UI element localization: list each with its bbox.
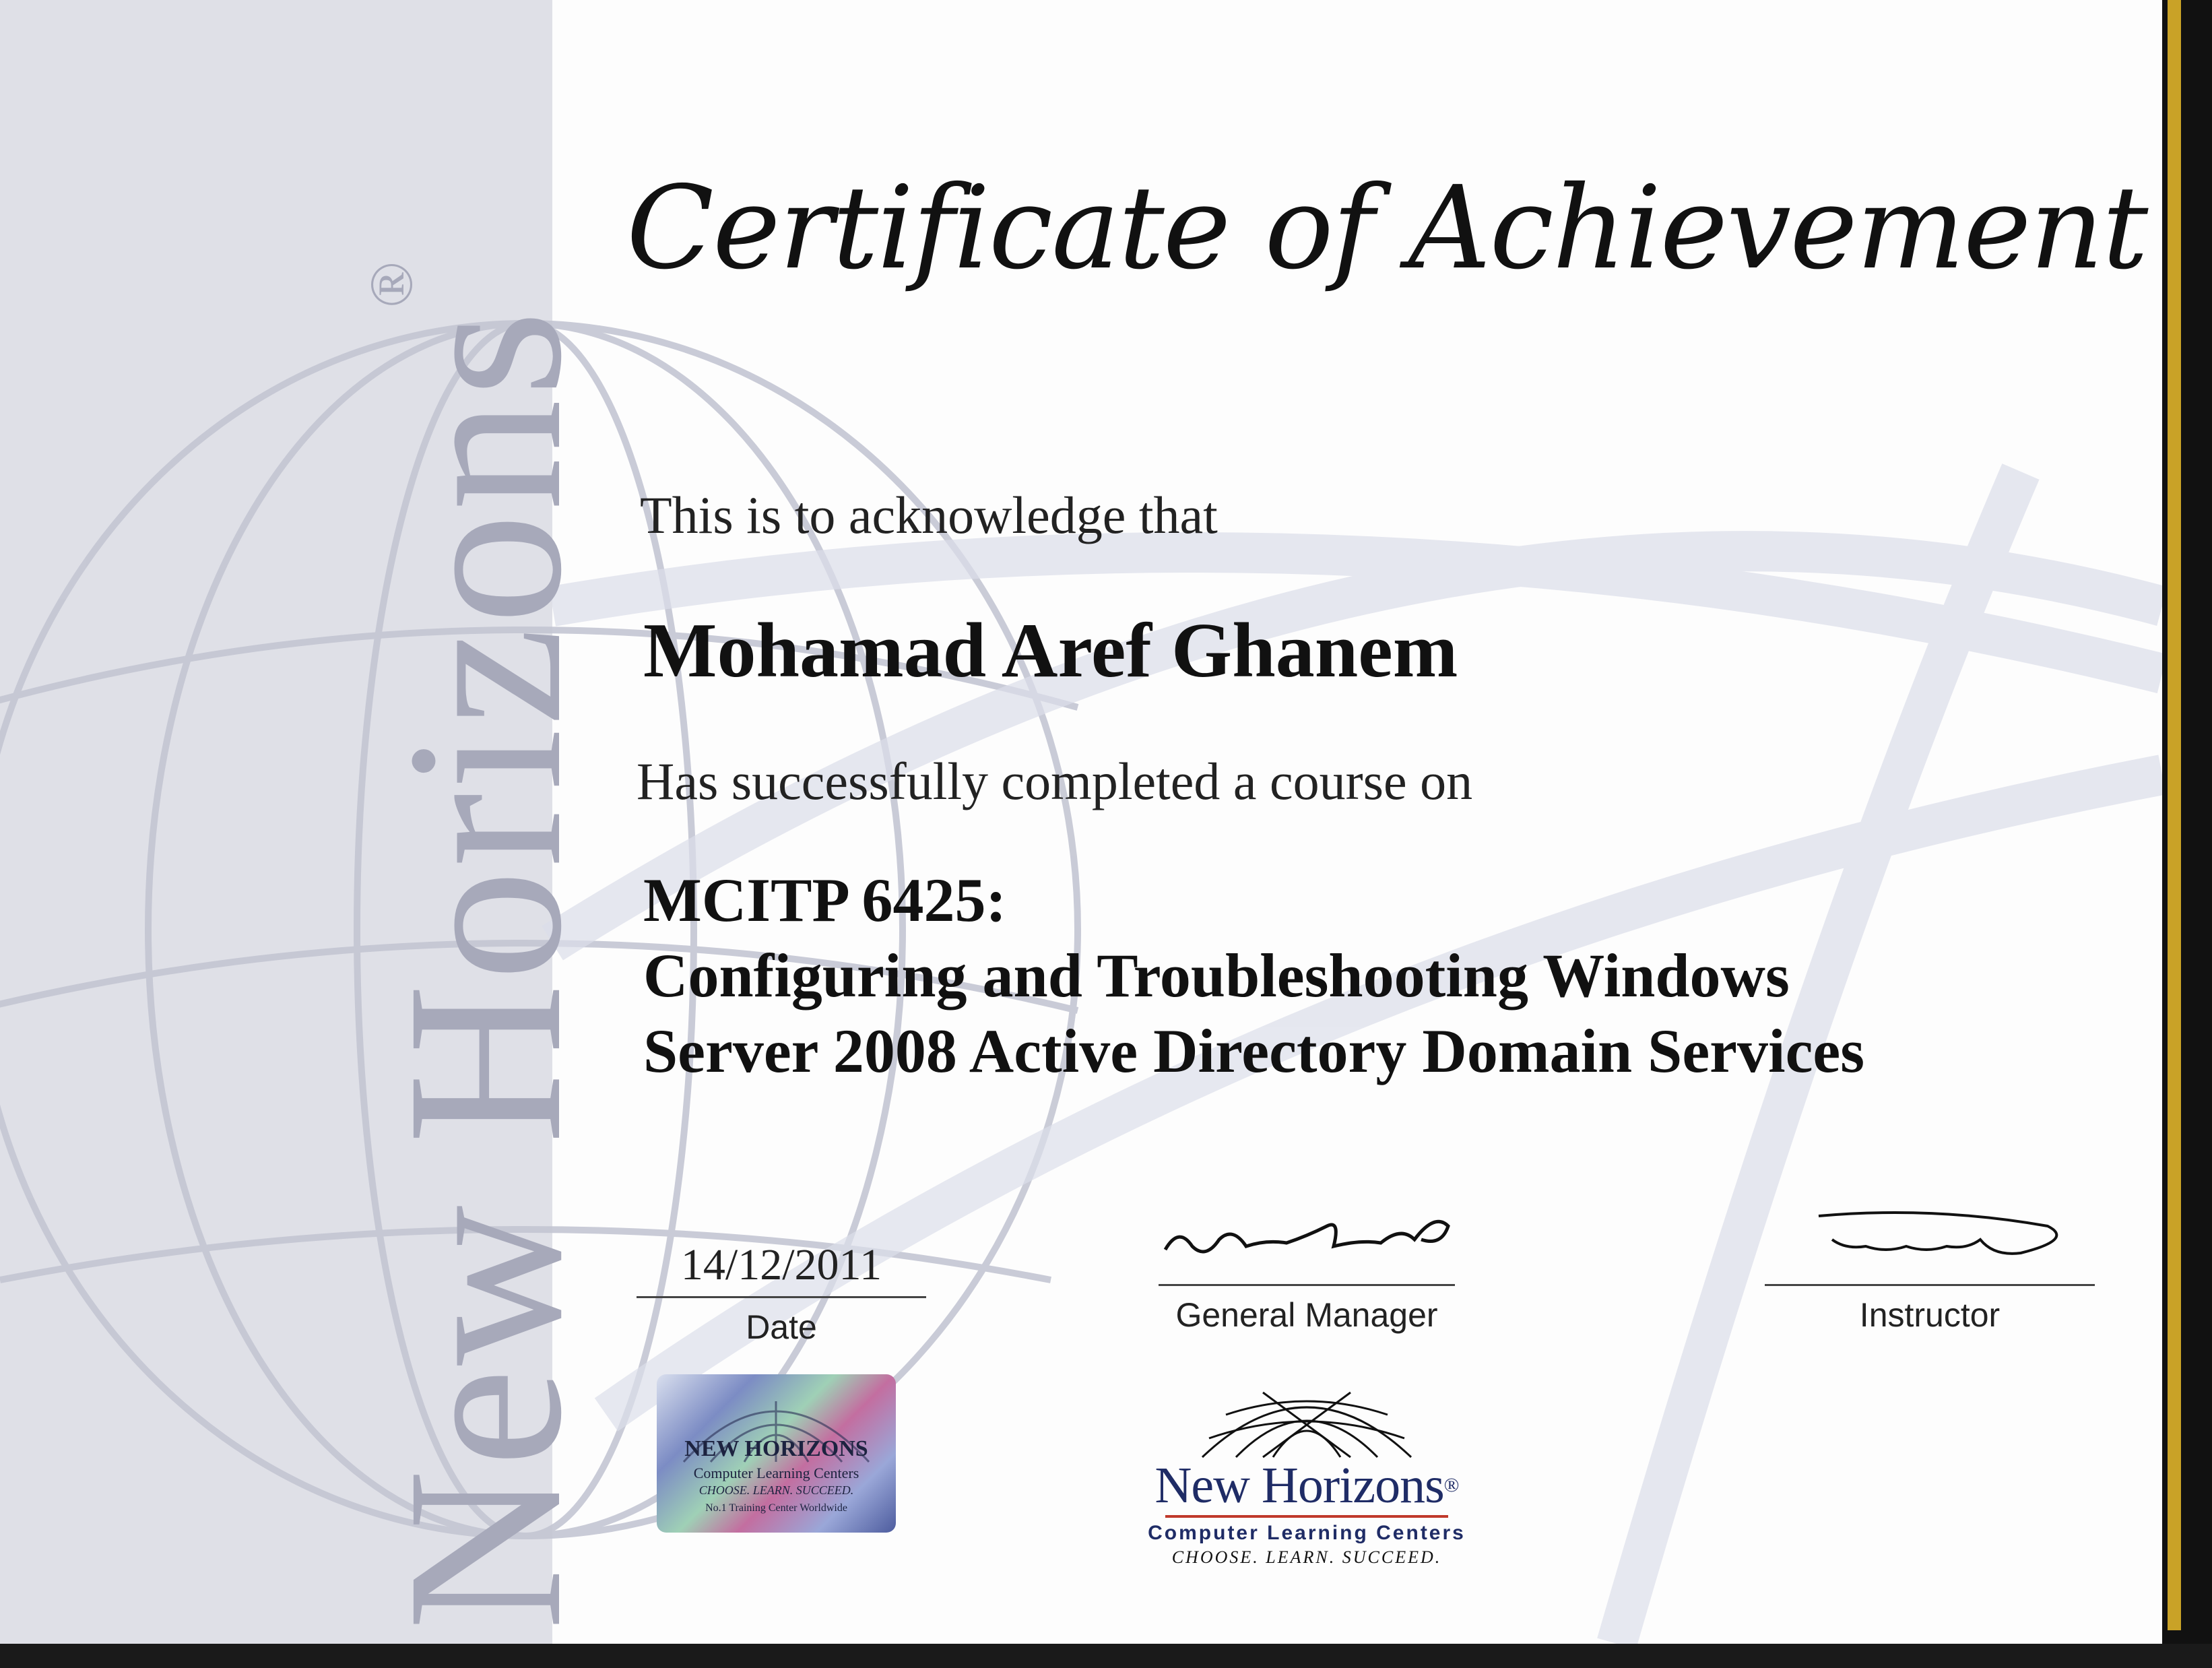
recipient-name: Mohamad Aref Ghanem <box>643 608 1458 694</box>
instructor-signature <box>1765 1199 2095 1266</box>
course-title <box>643 862 1864 1089</box>
acknowledge-text: This is to acknowledge that <box>640 486 1218 544</box>
course-code: MCITP 6425: <box>643 866 1007 934</box>
hologram-line-4: No.1 Training Center Worldwide <box>705 1502 847 1514</box>
date-label: Date <box>746 1308 817 1346</box>
course-line-2: Server 2008 Active Directory Domain Services <box>643 1017 1865 1085</box>
instructor-line <box>1765 1284 2095 1286</box>
manager-line <box>1159 1284 1455 1286</box>
hologram-line-3: CHOOSE. LEARN. SUCCEED. <box>698 1483 854 1497</box>
logo-tagline: CHOOSE. LEARN. SUCCEED. <box>1171 1547 1442 1567</box>
globe-logo-icon <box>1196 1378 1418 1458</box>
scan-edge-bottom <box>0 1644 2212 1668</box>
logo-name: New Horizons® <box>1154 1457 1459 1514</box>
hologram-line-2: Computer Learning Centers <box>693 1465 859 1481</box>
logo-subtitle: Computer Learning Centers <box>1148 1522 1466 1544</box>
date-block <box>637 1240 926 1347</box>
manager-block <box>1159 1199 1455 1335</box>
date-value: 14/12/2011 <box>680 1240 882 1289</box>
date-line <box>637 1296 926 1298</box>
manager-label: General Manager <box>1175 1296 1438 1334</box>
certificate-title: Certificate of Achievement <box>626 162 2147 295</box>
logo-divider <box>1165 1515 1448 1518</box>
instructor-label: Instructor <box>1859 1296 2000 1334</box>
course-line-1: Configuring and Troubleshooting Windows <box>643 941 1790 1010</box>
frame-edge-gold <box>2168 0 2181 1630</box>
manager-signature <box>1159 1199 1455 1266</box>
vertical-wordmark: New Horizons® <box>358 259 608 1630</box>
hologram-line-1: NEW HORIZONS <box>684 1436 868 1461</box>
new-horizons-logo <box>1145 1378 1468 1568</box>
completion-text: Has successfully completed a course on <box>637 752 1473 810</box>
instructor-block <box>1765 1199 2095 1335</box>
hologram-seal <box>657 1374 896 1533</box>
